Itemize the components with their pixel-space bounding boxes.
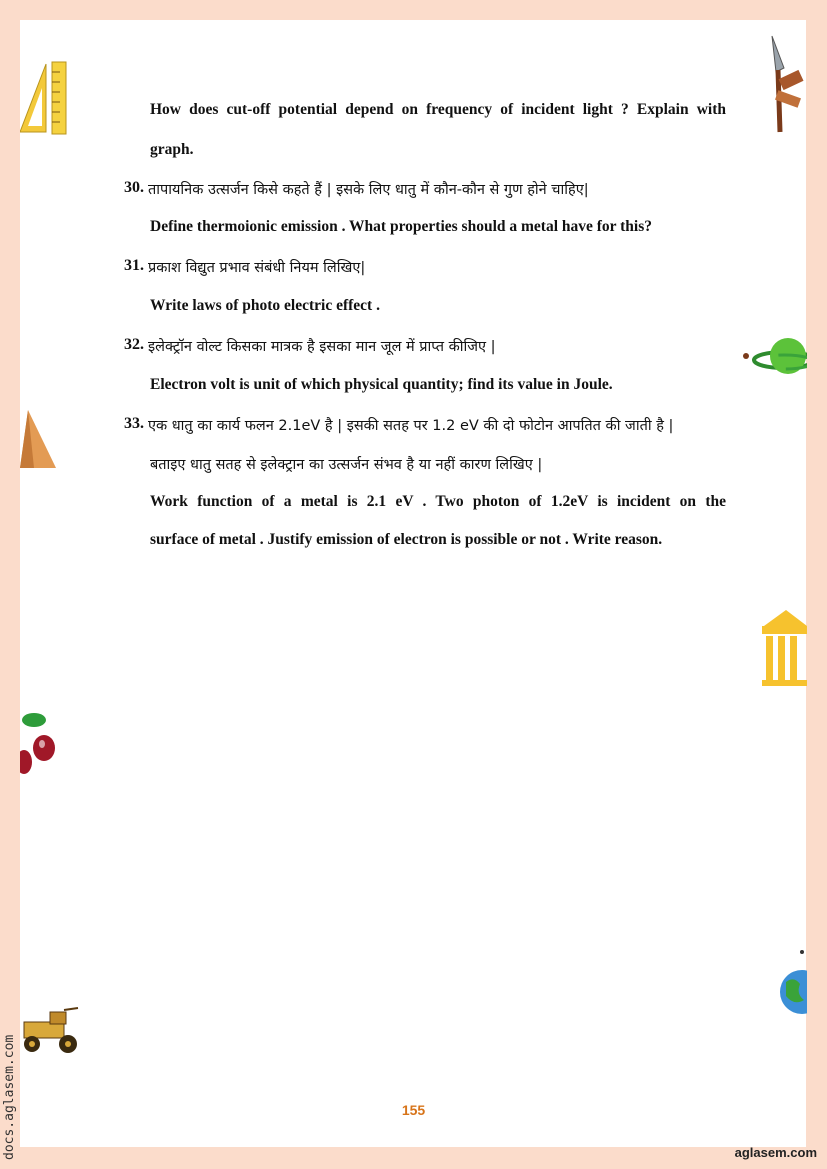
q29-english-line-1: How does cut-off potential depend on frequency of incident light ? Explain with	[150, 101, 726, 118]
q30-english-text: Define thermoionic emission . What properties should a metal have for this?	[150, 218, 653, 235]
planet-saturn-icon	[740, 332, 807, 382]
q32-english-text: Electron volt is unit of which physical quantity; find its value in Joule.	[150, 376, 613, 393]
site-watermark[interactable]: aglasem.com	[734, 1145, 817, 1160]
q33-english-line-1: Work function of a metal is 2.1 eV . Two photon of 1.2eV is incident on the	[150, 493, 726, 510]
question-number-32: 32.	[124, 336, 144, 353]
column-temple-icon	[760, 608, 807, 686]
vintage-car-icon	[20, 1004, 82, 1058]
q33-english-line-2: surface of metal . Justify emission of electron is possible or not . Write reason.	[150, 531, 663, 548]
q29-english-line-2: graph.	[150, 141, 194, 158]
ruler-triangle-icon	[20, 60, 68, 136]
question-number-31: 31.	[124, 257, 144, 274]
q32-hindi-text: इलेक्ट्रॉन वोल्ट किसका मात्रक है इसका मान जूल में प्राप्त कीजिए |	[148, 339, 496, 355]
question-number-33: 33.	[124, 415, 144, 432]
q33-hindi-line-2: बताइए धातु सतह से इलेक्ट्रान का उत्सर्जन संभव है या नहीं कारण लिखिए |	[150, 457, 543, 473]
cherries-icon	[20, 708, 58, 776]
q33-hindi-line-1: एक धातु का कार्य फलन 2.1eV है | इसकी सतह पर 1.2 eV की दो फोटोन आपतित की जाती है |	[148, 418, 674, 434]
vertical-watermark: docs.aglasem.com	[2, 1034, 17, 1160]
page-number: 155	[401, 1102, 426, 1118]
question-number-30: 30.	[124, 179, 144, 196]
globe-icon	[776, 948, 807, 1018]
q31-hindi-text: प्रकाश विद्युत प्रभाव संबंधी नियम लिखिए|	[148, 260, 366, 276]
q30-hindi-text: तापायनिक उत्सर्जन किसे कहते हैं | इसके लिए धातु में कौन-कौन से गुण होने चाहिए|	[148, 182, 589, 198]
pyramid-icon	[20, 408, 58, 470]
spear-tool-icon	[766, 34, 806, 134]
q31-english-text: Write laws of photo electric effect .	[150, 297, 380, 314]
